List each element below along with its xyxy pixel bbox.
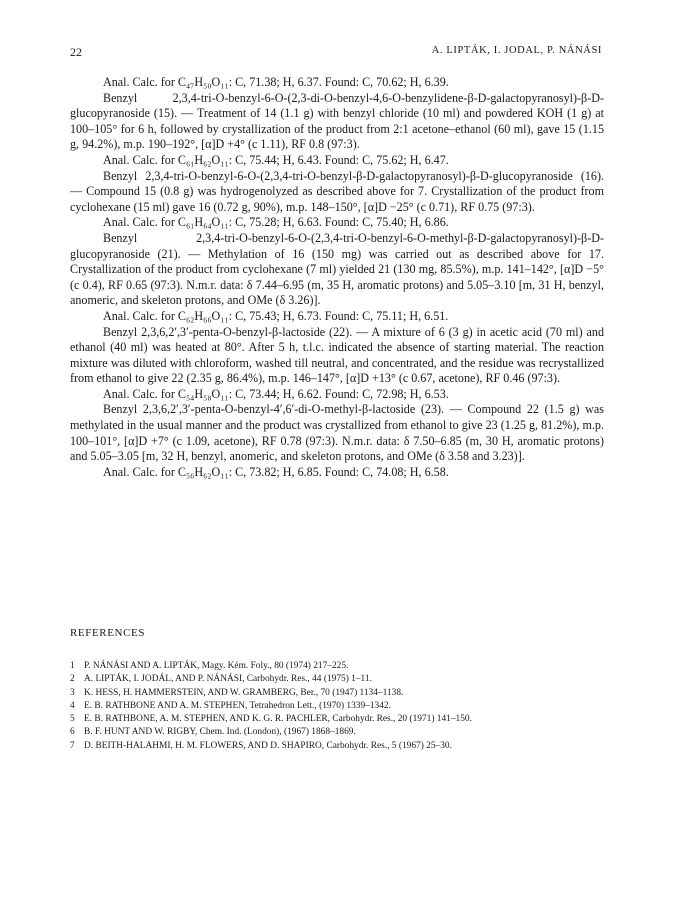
reference-item	[70, 660, 604, 673]
reference-text: E. B. RATHBONE, A. M. STEPHEN, AND K. G. R. PACHLER, Carbohydr. Res., 20 (1971) 141–150.	[84, 714, 472, 725]
compound-16-paragraph: Benzyl 2,3,4-tri-O-benzyl-6-O-(2,3,4-tri-O-benzyl-β-D-galactopyranosyl)-β-D-glucopyranoside (16). — Compound 15 (0.8 g) was hydrogenolyzed as described above for 7. Crystallization of the product from cyclohexane (15 ml) gave 16 (0.72 g, 90%), m.p. 148–150°, [α]D −25° (c 0.71), RF 0.75 (97:3).	[70, 168, 604, 214]
reference-number: 2	[70, 674, 75, 685]
article-body	[70, 75, 604, 480]
reference-item	[70, 713, 604, 726]
reference-number: 3	[70, 687, 75, 698]
analysis-paragraph: Anal. Calc. for C₅₄H₅₈O₁₁: C, 73.44; H, 6.62. Found: C, 72.98; H, 6.53.	[103, 386, 449, 401]
reference-text: E. B. RATHBONE AND A. M. STEPHEN, Tetrahedron Lett., (1970) 1339–1342.	[84, 700, 391, 711]
reference-number: 4	[70, 700, 75, 711]
reference-item	[70, 673, 604, 686]
page-number: 22	[70, 45, 82, 59]
analysis-paragraph: Anal. Calc. for C₆₁H₆₂O₁₁: C, 75.44; H, 6.43. Found: C, 75.62; H, 6.47.	[103, 152, 449, 167]
running-authors: A. LIPTÁK, I. JODAL, P. NÁNÁSI	[431, 45, 602, 56]
analysis-paragraph: Anal. Calc. for C₆₂H₆₆O₁₁: C, 75.43; H, 6.73. Found: C, 75.11; H, 6.51.	[103, 308, 449, 323]
compound-23-paragraph: Benzyl 2,3,6,2′,3′-penta-O-benzyl-4′,6′-di-O-methyl-β-lactoside (23). — Compound 22 (1.5 g) was methylated in the usual manner and the product was crystallized from ethanol to give 23 (1.25 g, 81.2%), m.p. 100–101°, [α]D +7° (c 1.09, acetone), RF 0.78 (97:3). N.m.r. data: δ 7.50–6.85 (m, 30 H, aromatic protons) and 5.05–3.05 [m, 32 H, benzyl, anomeric, and skeleton protons, and OMe (δ 3.58 and 3.23)].	[70, 402, 604, 464]
reference-item	[70, 740, 604, 753]
page-header	[70, 45, 602, 61]
reference-item	[70, 726, 604, 739]
reference-text: P. NÁNÁSI AND A. LIPTÁK, Magy. Kém. Foly., 80 (1974) 217–225.	[84, 661, 349, 671]
analysis-paragraph: Anal. Calc. for C₄₇H₅₀O₁₁: C, 71.38; H, 6.37. Found: C, 70.62; H, 6.39.	[103, 75, 449, 89]
reference-text: B. F. HUNT AND W. RIGBY, Chem. Ind. (London), (1967) 1868–1869.	[84, 727, 356, 738]
references-heading: REFERENCES	[70, 627, 146, 639]
reference-number: 7	[70, 740, 75, 751]
reference-text: D. BEITH-HALAHMI, H. M. FLOWERS, AND D. SHAPIRO, Carbohydr. Res., 5 (1967) 25–30.	[84, 740, 452, 751]
reference-number: 5	[70, 714, 75, 725]
compound-15-paragraph: Benzyl 2,3,4-tri-O-benzyl-6-O-(2,3-di-O-benzyl-4,6-O-benzylidene-β-D-galactopyranosyl)-β-D-glucopyranoside (15). — Treatment of 14 (1.1 g) with benzyl chloride (10 ml) and powdered KOH (1 g) at 100–105° for 6 h, followed by crystallization of the product from 2:1 acetone–ethanol (60 ml), gave 15 (1.15 g, 94.2%), m.p. 190–192°, [α]D +4° (c 1.11), RF 0.8 (97:3).	[70, 90, 604, 152]
references-list	[70, 660, 604, 753]
reference-text: K. HESS, H. HAMMERSTEIN, AND W. GRAMBERG, Ber., 70 (1947) 1134–1138.	[84, 687, 404, 698]
reference-text: A. LIPTÁK, I. JODÁL, AND P. NÁNÁSI, Carbohydr. Res., 44 (1975) 1–11.	[84, 674, 372, 685]
reference-number: 6	[70, 727, 75, 738]
analysis-paragraph: Anal. Calc. for C₆₁H₆₄O₁₁: C, 75.28; H, 6.63. Found: C, 75.40; H, 6.86.	[103, 215, 449, 230]
reference-item	[70, 687, 604, 700]
compound-21-paragraph: Benzyl 2,3,4-tri-O-benzyl-6-O-(2,3,4-tri-O-benzyl-6-O-methyl-β-D-galactopyranosyl)-β-D-glucopyranoside (21). — Methylation of 16 (150 mg) was carried out as described above for 17. Crystallization of the product from cyclohexane (7 ml) yielded 21 (130 mg, 85.5%), m.p. 141–142°, [α]D −5° (c 0.4), RF 0.65 (97:3). N.m.r. data: δ 7.44–6.95 (m, 35 H, aromatic protons) and 5.05–3.10 [m, 31 H, benzyl, anomeric, and skeleton protons, and OMe (δ 3.26)].	[70, 230, 604, 308]
reference-item	[70, 700, 604, 713]
reference-number: 1	[70, 661, 75, 671]
analysis-paragraph: Anal. Calc. for C₅₆H₆₂O₁₁: C, 73.82; H, 6.85. Found: C, 74.08; H, 6.58.	[103, 464, 449, 479]
compound-22-paragraph: Benzyl 2,3,6,2′,3′-penta-O-benzyl-β-lactoside (22). — A mixture of 6 (3 g) in acetic acid (70 ml) and ethanol (40 ml) was heated at 80°. After 5 h, t.l.c. indicated the absence of starting material. The reaction mixture was diluted with chloroform, washed till neutral, and concentrated, and the residue was recrystallized from ethanol to give 22 (2.35 g, 86.4%), m.p. 146–147°, [α]D +13° (c 0.67, acetone), RF 0.46 (97:3).	[70, 324, 604, 386]
